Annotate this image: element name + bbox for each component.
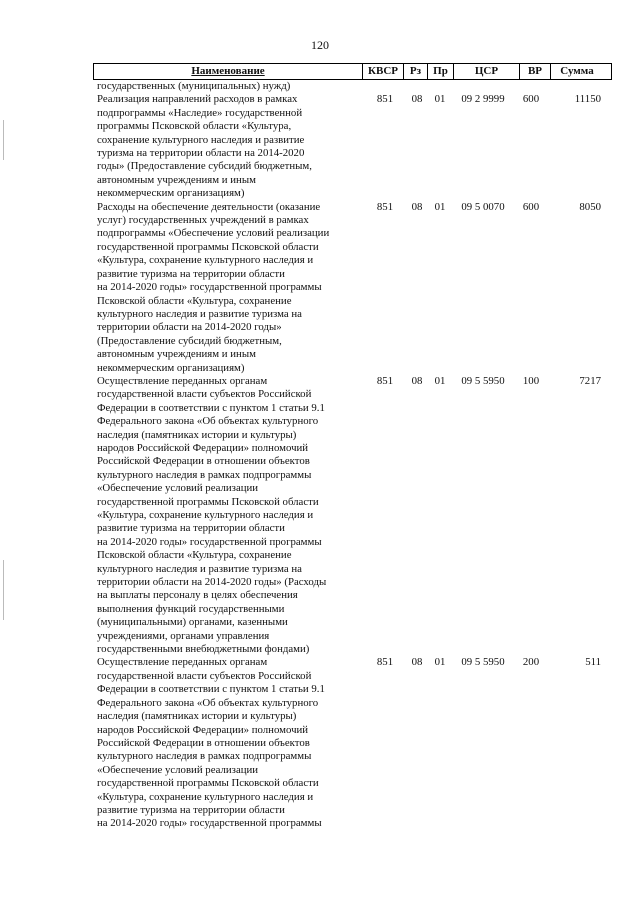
row-name-line: Осуществление переданных органам [97,656,268,669]
continuation-text: государственных (муниципальных) нужд) [97,80,291,92]
row-name-line: программы Псковской области «Культура, [97,120,292,133]
row-name [97,201,359,375]
row-name-line: государственной программы Псковской области [97,240,319,253]
row-name-line: на 2014-2020 годы» государственной программы [97,281,322,294]
cell-sum: 511 [585,656,601,669]
row-name-line: развитие туризма на территории области [97,803,285,816]
row-name-line: Псковской области «Культура, сохранение [97,549,292,562]
cell-rz: 08 [411,656,423,669]
cell-kvsr: 851 [376,200,394,213]
row-name-line: развитие туризма на территории области [97,522,285,535]
cell-kvsr: 851 [376,93,394,106]
row-name-line: подпрограммы «Обеспечение условий реализации [97,227,330,240]
row-name [97,656,359,830]
row-name-line: развитие туризма на территории области [97,267,285,280]
cell-pr: 01 [434,200,446,213]
row-name-line: Расходы на обеспечение деятельности (оказание [97,200,321,213]
table-body [97,80,610,831]
cell-pr: 01 [434,93,446,106]
row-name-line: туризма на территории области на 2014-2020 [97,147,305,160]
row-name-line: на 2014-2020 годы» государственной программы [97,817,322,830]
cell-kvsr: 851 [376,656,394,669]
header-sum: Сумма [550,64,603,79]
cell-sum: 7217 [579,374,601,387]
row-name-line: учреждениями, органами управления [97,629,270,642]
row-name-line: услуг) государственных учреждений в рамках [97,214,309,227]
header-rz: Рз [403,64,427,79]
row-name-line: народов Российской Федерации» полномочий [97,441,309,454]
cell-kvsr: 851 [376,374,394,387]
row-name-line: выполнения функций государственными [97,602,285,615]
table-header [93,63,612,80]
row-name-line: территории области на 2014-2020 годы» (Расходы [97,576,327,589]
scan-edge-mark [3,560,4,620]
table-row [97,93,610,200]
row-name-line: культурного наследия и развитие туризма на [97,307,302,320]
page-number: 120 [311,38,329,52]
cell-rz: 08 [411,374,423,387]
row-name-line: Федерального закона «Об объектах культурного [97,696,319,709]
cell-vr: 100 [522,374,540,387]
cell-sum: 8050 [579,200,601,213]
row-name-line: «Обеспечение условий реализации [97,763,259,776]
row-name-line: годы» (Предоставление субсидий бюджетным, [97,160,312,173]
row-name-line: культурного наследия и развитие туризма на [97,562,302,575]
row-name-line: народов Российской Федерации» полномочий [97,723,309,736]
cell-csr: 09 5 5950 [461,374,505,387]
row-name-line: территории области на 2014-2020 годы» [97,321,282,334]
cell-csr: 09 5 5950 [461,656,505,669]
header-kvsr: КВСР [362,64,403,79]
row-name-line: государственной программы Псковской области [97,777,319,790]
row-name-line: «Культура, сохранение культурного наследия и [97,254,314,267]
table-row [97,656,610,830]
cell-vr: 600 [522,200,540,213]
row-name-line: наследия (памятниках истории и культуры) [97,428,297,441]
row-name-line: автономным учреждениям и иным [97,173,256,186]
header-csr: ЦСР [453,64,519,79]
cell-vr: 200 [522,656,540,669]
row-name-line: Псковской области «Культура, сохранение [97,294,292,307]
row-name-line: некоммерческим организациям) [97,361,245,374]
row-name-line: Российской Федерации в отношении объектов [97,455,310,468]
header-name: Наименование [191,65,265,77]
row-name [97,375,359,657]
row-name-line: Федерации в соответствии с пунктом 1 статьи 9.1 [97,683,325,696]
cell-rz: 08 [411,200,423,213]
row-name-line: сохранение культурного наследия и развитие [97,133,305,146]
row-name-line: подпрограммы «Наследие» государственной [97,106,303,119]
cell-csr: 09 2 9999 [461,93,505,106]
table-row [97,375,610,657]
row-name-line: государственными внебюджетными фондами) [97,643,310,656]
row-name-line: «Культура, сохранение культурного наследия и [97,790,314,803]
header-vr: ВР [519,64,550,79]
row-name-line: культурного наследия в рамках подпрограммы [97,468,312,481]
row-name-line: Осуществление переданных органам [97,374,268,387]
row-name-line: Федерации в соответствии с пунктом 1 статьи 9.1 [97,401,325,414]
row-name-line: некоммерческим организациям) [97,187,245,200]
cell-pr: 01 [434,374,446,387]
row-name-line: автономным учреждениям и иным [97,348,256,361]
row-name-line: Реализация направлений расходов в рамках [97,93,298,106]
row-name-line: Федерального закона «Об объектах культурного [97,415,319,428]
row-name-line: на 2014-2020 годы» государственной программы [97,535,322,548]
row-name-line: Российской Федерации в отношении объектов [97,736,310,749]
row-name-line: (муниципальными) органами, казенными [97,616,288,629]
row-name-line: наследия (памятниках истории и культуры) [97,710,297,723]
row-name-line: государственной власти субъектов Российской [97,669,312,682]
row-name-line: на выплаты персоналу в целях обеспечения [97,589,298,602]
row-name-line: государственной власти субъектов Российской [97,388,312,401]
cell-csr: 09 5 0070 [461,200,505,213]
cell-rz: 08 [411,93,423,106]
row-name-line: «Обеспечение условий реализации [97,482,259,495]
scan-edge-mark [3,120,4,160]
table-row [97,201,610,375]
cell-vr: 600 [522,93,540,106]
row-name-line: «Культура, сохранение культурного наследия и [97,509,314,521]
header-pr: Пр [427,64,453,79]
row-name-line: государственной программы Псковской области [97,495,319,508]
row-name [97,93,359,200]
row-name-line: (Предоставление субсидий бюджетным, [97,334,282,347]
row-name-line: культурного наследия в рамках подпрограммы [97,750,312,763]
cell-pr: 01 [434,656,446,669]
cell-sum: 11150 [574,93,601,106]
